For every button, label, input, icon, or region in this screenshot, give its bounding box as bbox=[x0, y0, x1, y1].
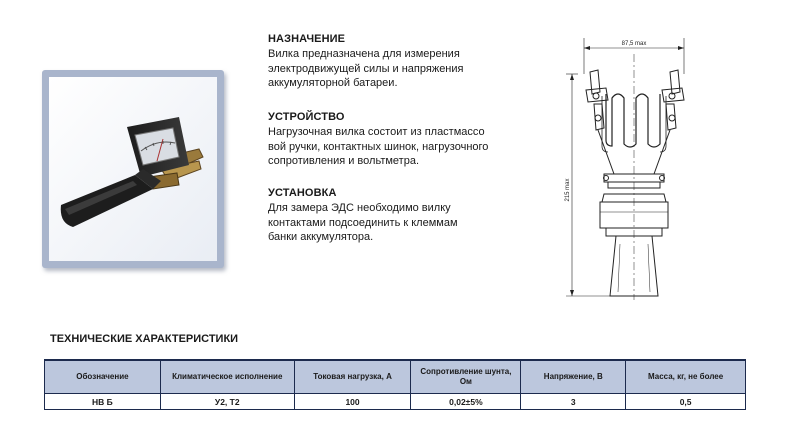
section-text: Нагрузочная вилка состоит из пластмассо вой ручки, контактных шинок, нагрузочного сопротивления и вольтметра. bbox=[268, 126, 489, 167]
table-cell: 0,02±5% bbox=[411, 394, 521, 410]
table-cell: У2, Т2 bbox=[160, 394, 294, 410]
section-title: УСТРОЙСТВО bbox=[268, 111, 345, 123]
column-header: Напряжение, В bbox=[521, 360, 626, 394]
table-cell: 100 bbox=[294, 394, 411, 410]
tech-specs-table bbox=[44, 359, 746, 410]
section-purpose bbox=[268, 33, 528, 91]
load-fork-image bbox=[49, 77, 217, 261]
section-title: НАЗНАЧЕНИЕ bbox=[268, 33, 346, 45]
product-photo bbox=[49, 77, 217, 261]
section-title: УСТАНОВКА bbox=[268, 187, 337, 199]
table-header-row bbox=[45, 360, 746, 394]
product-photo-frame bbox=[42, 70, 224, 268]
table-row bbox=[45, 394, 746, 410]
section-device bbox=[268, 111, 528, 169]
column-header: Токовая нагрузка, А bbox=[294, 360, 411, 394]
column-header: Масса, кг, не более bbox=[626, 360, 746, 394]
tech-specs-title: ТЕХНИЧЕСКИЕ ХАРАКТЕРИСТИКИ bbox=[50, 333, 239, 345]
table-cell: 3 bbox=[521, 394, 626, 410]
column-header: Сопротивление шунта, Ом bbox=[411, 360, 521, 394]
section-text: Вилка предназначена для измерения электродвижущей силы и напряжения аккумуляторной батареи. bbox=[268, 48, 464, 89]
technical-drawing bbox=[558, 34, 710, 302]
height-dimension-label: 215 max bbox=[565, 178, 571, 202]
column-header: Обозначение bbox=[45, 360, 161, 394]
section-installation bbox=[268, 187, 528, 245]
section-text: Для замера ЭДС необходимо вилку контактами подсоединить к клеммам банки аккумулятора. bbox=[268, 202, 458, 243]
column-header: Климатическое исполнение bbox=[160, 360, 294, 394]
table-cell: НВ Б bbox=[45, 394, 161, 410]
table-cell: 0,5 bbox=[626, 394, 746, 410]
width-dimension-label: 87,5 max bbox=[621, 41, 647, 47]
